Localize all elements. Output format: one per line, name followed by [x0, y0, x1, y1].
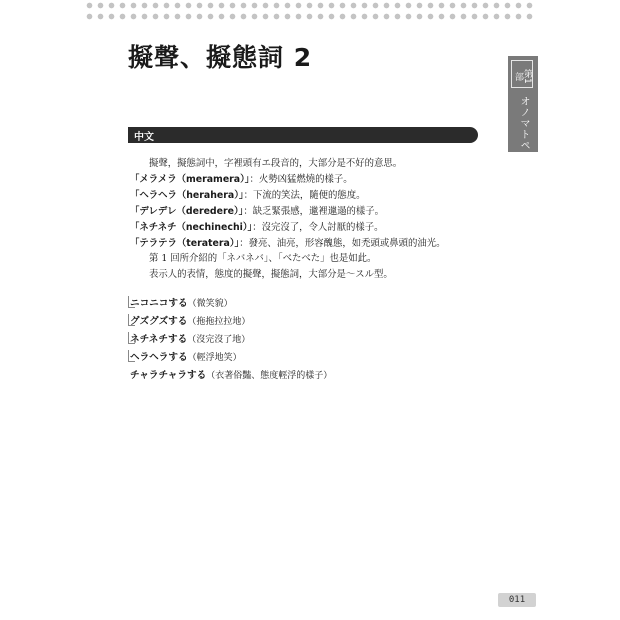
example-meaning: （拖拖拉拉地） [187, 317, 251, 327]
entry-line [130, 172, 490, 188]
entry-definition: ：下流的笑法，隨便的態度。 [243, 189, 366, 201]
example-word: ネチネチする [130, 334, 188, 345]
intro-paragraph: 擬聲，擬態詞中，字裡頭有エ段音的，大部分是不好的意思。 [149, 158, 403, 169]
bracket-mark [128, 350, 135, 362]
section-label: 中文 [134, 132, 154, 143]
entry-line [130, 204, 490, 220]
note-paragraph: 表示人的表情，態度的擬聲，擬態詞，大部分是〜スル型。 [149, 269, 393, 281]
note-paragraph: 第 1 回所介紹的「ネバネバ」、「べたべた」也是如此。 [149, 253, 377, 265]
bracket-mark [128, 296, 135, 308]
side-tab [508, 56, 538, 152]
side-tab-label: オノマトペ [518, 96, 529, 151]
part-badge [511, 60, 533, 88]
example-meaning: （微笑貌） [187, 299, 233, 309]
example-item [130, 349, 490, 367]
entry-definition: ：火勢凶猛燃燒的樣子。 [249, 173, 353, 185]
bracket-mark [128, 332, 135, 344]
example-word: ヘラヘラする [130, 352, 188, 363]
section-header-bar [128, 127, 478, 143]
example-meaning: （輕浮地笑） [187, 353, 242, 363]
example-item [130, 313, 490, 331]
entry-definition: ：沒完沒了，令人討厭的樣子。 [252, 221, 384, 233]
example-item [130, 367, 490, 385]
example-word: ニコニコする [130, 298, 188, 309]
dotted-header-band [84, 0, 536, 22]
entry-term: 「テラテラ（teratera）」 [130, 237, 240, 249]
page-title: 擬聲、擬態詞 2 [128, 43, 313, 72]
example-meaning: （沒完沒了地） [187, 335, 251, 345]
entry-term: 「ヘラヘラ（herahera）」 [130, 189, 244, 201]
example-meaning: （衣著俗豔、態度輕浮的樣子） [206, 371, 333, 381]
entry-line [130, 188, 490, 204]
entry-term: 「ネチネチ（nechinechi）」 [130, 221, 253, 233]
entry-term: 「デレデレ（deredere）」 [130, 205, 244, 217]
page-number: 011 [498, 593, 536, 607]
example-word: チャラチャラする [130, 370, 207, 381]
example-word: グズグズする [130, 316, 188, 327]
example-list [130, 295, 490, 385]
example-item [130, 331, 490, 349]
part-label: 第1部 [513, 68, 532, 84]
entry-definition: ：發亮、油亮，形容醜態，如禿頭或鼻頭的油光。 [239, 237, 446, 249]
entry-line [130, 236, 490, 252]
example-item [130, 295, 490, 313]
bracket-mark [128, 314, 135, 326]
entry-line [130, 220, 490, 236]
body-text [130, 156, 490, 283]
entry-term: 「メラメラ（meramera）」 [130, 173, 250, 185]
entry-definition: ：缺乏緊張感，邋裡邋遢的樣子。 [243, 205, 384, 217]
